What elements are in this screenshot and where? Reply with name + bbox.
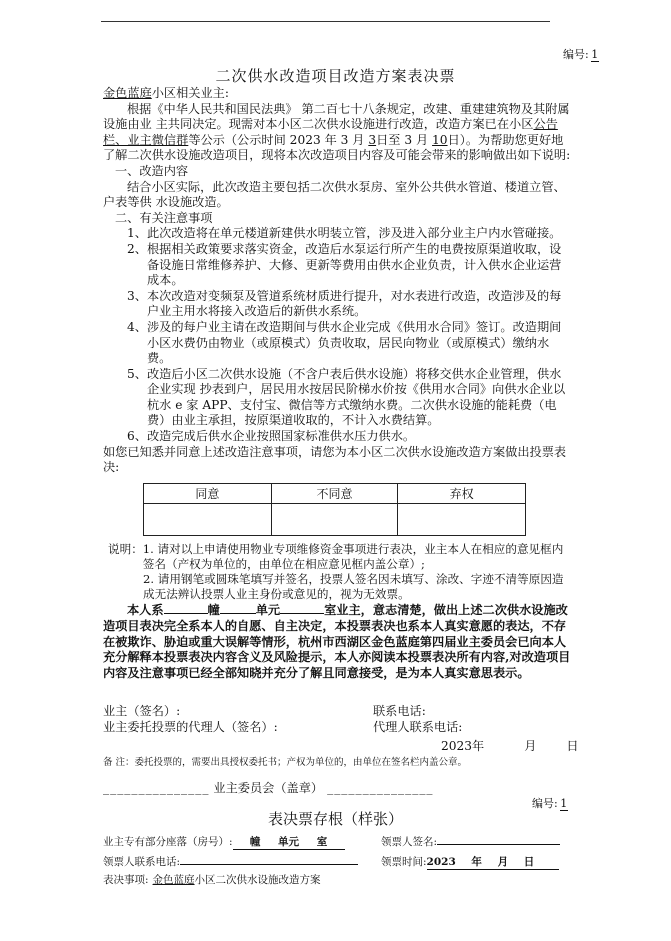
agree-sign-box[interactable] [144, 504, 272, 536]
stub-number-label: 编号: [532, 797, 558, 810]
stub-item-rest: 小区二次供水设施改造方案 [194, 874, 321, 886]
vote-sign-row [144, 504, 526, 536]
top-rule [101, 21, 550, 22]
page-title: 二次供水改造项目改造方案表决票 [215, 67, 456, 85]
stub-phone [103, 854, 358, 869]
intro-venue: 公告栏、业主微信群 [103, 117, 558, 147]
agent-signature-label: 业主委托投票的代理人（签名）: [103, 720, 278, 734]
stub-time-value[interactable]: 2023 年 月 日 [427, 854, 559, 870]
note-2: 2. 请用钢笔或圆珠笔填写并签名，投票人签名因未填写、涂改、字迹不清等原因造成无法辨认投票人业主身份或意见的，视为无效票。 [143, 572, 564, 601]
doc-number-value: 1 [591, 48, 599, 61]
declaration-text-d: 室业主，意志清楚，做出上述二次供水设施改造项目表决完全系本人的自愿、自主决定，本投票表决也系本人真实意愿的表达，不存在被欺诈、胁迫或重大误解等情形，杭州市西湖区金色蓝庭第四届业主委员会已向本人充分解释本投票表决内容含义及风险提示，本人亦阅读本投票表决所有内容,对改造项目内容及注意事项已经全部知晓并充分了解且同意接受，是为本人真实意思表示。 [103, 603, 571, 681]
section2-heading: 二、有关注意事项 [115, 210, 213, 225]
list-item-number: 3、 [127, 288, 147, 303]
intro-text-1: 根据《中华人民共和国民法典》 第二百七十八条规定，改建、重建建筑物及其附属设施由业 主共同决定。现需对本小区二次供水设施进行改造，改造方案已在小区 [103, 101, 570, 132]
list-item-number: 6、 [127, 429, 147, 444]
disagree-sign-box[interactable] [271, 504, 398, 536]
committee-stamp-line [103, 779, 571, 796]
list-item [127, 429, 571, 445]
stub-item-community: 金色蓝庭 [152, 874, 195, 886]
section1-heading: 一、改造内容 [115, 163, 189, 178]
addressee-community: 金色蓝庭 [103, 86, 152, 100]
building-field[interactable] [164, 613, 208, 614]
intro-text-4: 日）。为帮助您更好地了解二次供水设施改造项目，现将本次改造项目内容及可能会带来的影响做出如下说明: [103, 132, 571, 163]
owner-contact-label: 联系电话: [373, 704, 426, 718]
stub-collector [381, 834, 560, 849]
declaration-text-c: 单元 [255, 603, 281, 617]
declaration [103, 603, 571, 682]
vote-header-agree: 同意 [144, 484, 272, 504]
agent-contact-label: 代理人联系电话: [373, 720, 463, 734]
notice-body [103, 86, 571, 476]
list-item-text: 改造后小区二次供水设施（不含户表后供水设施）将移交供水企业管理，供水企业实现 抄表到户，居民用水按居民阶梯水价按《供用水合同》向供水企业以杭水 e 家 APP、支付宝、微信等方式缴纳水费。二次供水设施的能耗费（电费）由业主承担，按原渠道收取的，不计入水费结算。 [146, 366, 566, 428]
owner-signature-label: 业主（签名）: [103, 704, 181, 718]
stub-room-value[interactable]: 幢 单元 室 [233, 834, 345, 850]
list-item-number: 4、 [127, 319, 147, 334]
declaration-text-a: 本人系 [127, 603, 164, 617]
list-item-number: 5、 [127, 366, 147, 381]
note-row-1 [108, 542, 572, 572]
sign-year: 2023年 [441, 739, 485, 753]
doc-number [563, 46, 599, 62]
room-field[interactable] [280, 613, 324, 614]
stub-room-label: 业主专有部分座落（房号）: [103, 836, 233, 848]
intro-text-2: 等公示（公示时间 2023 年 3 月 [188, 132, 369, 147]
list-item-text: 此次改造将在单元楼道新建供水明装立管，涉及进入部分业主户内水管碰接。 [146, 226, 562, 241]
list-item-text: 改造完成后供水企业按照国家标准供水压力供水。 [146, 429, 416, 444]
notice-list [103, 226, 571, 444]
intro-text-3: 日至 3 月 [376, 132, 433, 147]
intro-paragraph [103, 102, 571, 164]
vote-table-header [144, 484, 526, 504]
stub-room [103, 834, 345, 850]
list-item [127, 242, 571, 289]
sign-date [441, 737, 579, 754]
declaration-text-b: 幢 [207, 603, 220, 617]
list-item-number: 1、 [127, 226, 147, 241]
committee-label: 业主委员会（盖章） [213, 781, 324, 795]
notes [108, 542, 572, 602]
stub-phone-field[interactable] [180, 864, 358, 865]
list-item [127, 367, 571, 429]
footnote: 备 注：委托投票的，需要出具授权委托书；产权为单位的，由单位在签名栏内盖公章。 [103, 757, 468, 768]
vote-table [143, 483, 526, 536]
list-item-text: 本次改造对变频泵及管道系统材质进行提升，对水表进行改造，改造涉及的每户业主用水将接入改造后的新供水系统。 [146, 288, 562, 319]
stub-item-label: 表决事项: [103, 874, 149, 886]
notes-label: 说明： [108, 542, 143, 556]
sign-day: 日 [566, 739, 579, 753]
sign-month: 月 [524, 739, 537, 753]
dash-left: _______________ [103, 781, 210, 795]
intro-day-start: 3 [368, 132, 377, 147]
stub-collector-label: 领票人签名: [381, 836, 438, 848]
vote-prompt: 如您已知悉并同意上述改造注意事项，请您为本小区二次供水设施改造方案做出投票表决: [103, 444, 567, 475]
list-item [127, 226, 571, 242]
list-item [127, 289, 571, 320]
note-1: 1. 请对以上申请使用物业专项维修资金事项进行表决，业主本人在相应的意见框内签名（产权为单位的，由单位在相应意见框内盖公章）; [142, 542, 564, 571]
stub-phone-label: 领票人联系电话: [103, 856, 181, 868]
list-item [127, 320, 571, 367]
abstain-sign-box[interactable] [398, 504, 526, 536]
stub-title: 表决票存根（样张） [267, 810, 403, 828]
section1-text: 结合小区实际，此次改造主要包括二次供水泵房、室外公共供水管道、楼道立管、户表等供 水设施改造。 [103, 179, 566, 210]
list-item-text: 涉及的每户业主请在改造期间与供水企业完成《供用水合同》签订。改造期间小区水费仍由物业（或原模式）负责收取，居民向物业（或原模式）缴纳水费。 [146, 319, 562, 366]
addressee [103, 86, 571, 102]
stub-item [103, 872, 321, 887]
stub-collector-field[interactable] [437, 844, 560, 845]
stub-time-label: 领票时间: [381, 856, 427, 868]
addressee-rest: 小区相关业主: [151, 86, 229, 100]
vote-header-disagree: 不同意 [271, 484, 398, 504]
unit-field[interactable] [220, 613, 256, 614]
dash-right: _______________ [327, 781, 434, 795]
doc-number-label: 编号: [563, 48, 589, 61]
list-item-text: 根据相关政策要求落实资金，改造后水泵运行所产生的电费按原渠道收取，设备设施日常维修养护、大修、更新等费用由供水企业负责，计入供水企业运营成本。 [146, 241, 562, 288]
stub-number-value: 1 [560, 797, 568, 810]
vote-header-abstain: 弃权 [398, 484, 526, 504]
intro-day-end: 10 [432, 132, 448, 147]
stub-time [381, 854, 559, 870]
list-item-number: 2、 [127, 241, 147, 256]
